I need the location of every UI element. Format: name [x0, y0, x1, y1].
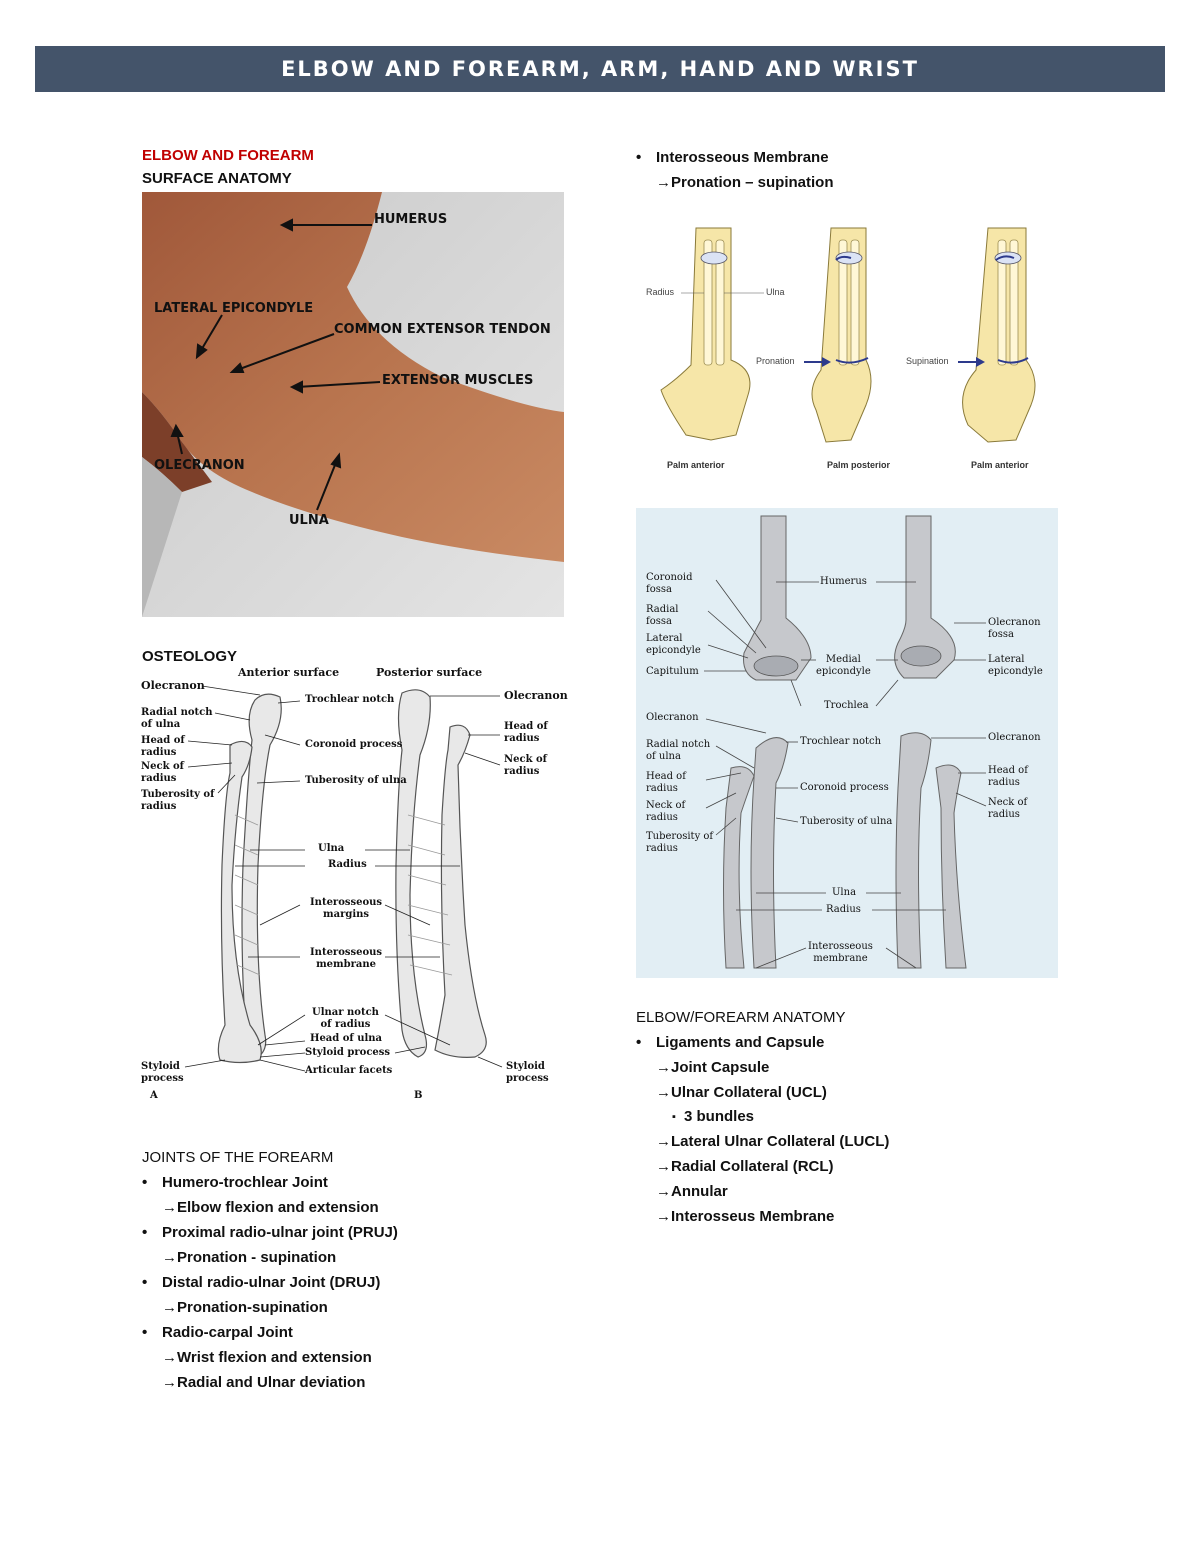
elb-olecranon-r: Olecranon	[988, 732, 1041, 743]
elb-head-radius: Head of radius	[646, 771, 686, 794]
anatomy-section	[636, 1006, 1066, 1229]
interosseous-sub: →Pronation – supination	[656, 174, 834, 191]
ost-ulnar-notch: Ulnar notch of radius	[312, 1007, 379, 1030]
photo-label-extensor-muscles: EXTENSOR MUSCLES	[382, 373, 534, 388]
joint-item: • Radio-carpal Joint	[142, 1320, 582, 1345]
pron-palm-1: Palm anterior	[667, 460, 725, 470]
pron-supination: Supination	[906, 356, 949, 366]
joint-item: • Proximal radio-ulnar joint (PRUJ)	[142, 1220, 582, 1245]
elb-head-radius-r: Head of radius	[988, 765, 1028, 788]
photo-label-olecranon: OLECRANON	[154, 458, 245, 473]
surface-anatomy-photo	[142, 192, 564, 617]
elb-trochlear-notch: Trochlear notch	[800, 736, 882, 747]
elb-tuberosity-radius: Tuberosity of radius	[646, 831, 714, 854]
joints-section	[142, 1146, 582, 1395]
ost-tuberosity-radius: Tuberosity of radius	[141, 789, 215, 812]
ost-interosseous-margins: Interosseous margins	[310, 897, 383, 920]
elbow-bones-figure	[636, 508, 1058, 978]
elb-coronoid: Coronoid process	[800, 782, 889, 793]
elb-radial-fossa: Radial fossa	[646, 604, 679, 627]
ost-interosseous-membrane: Interosseous membrane	[310, 947, 383, 970]
ost-head-radius-r: Head of radius	[504, 721, 548, 744]
ost-label-a: A	[150, 1090, 158, 1101]
left-column	[142, 145, 572, 190]
elb-radius: Radius	[826, 904, 861, 915]
ost-head-radius: Head of radius	[141, 735, 185, 758]
joint-item: • Humero-trochlear Joint	[142, 1170, 582, 1195]
ost-trochlear-notch: Trochlear notch	[305, 694, 395, 705]
anatomy-subitem: ▪ 3 bundles	[636, 1105, 1066, 1129]
ost-posterior: Posterior surface	[376, 666, 483, 679]
joints-heading: JOINTS OF THE FOREARM	[142, 1149, 334, 1166]
anatomy-item: →Joint Capsule	[656, 1059, 770, 1076]
elb-coronoid-fossa: Coronoid fossa	[646, 572, 693, 595]
ost-styloid-l: Styloid process	[141, 1061, 184, 1084]
ost-anterior: Anterior surface	[238, 666, 340, 679]
pron-palm-2: Palm posterior	[827, 460, 891, 470]
elb-lateral-epicondyle-r: Lateral epicondyle	[988, 654, 1043, 677]
pron-radius: Radius	[646, 287, 675, 297]
elb-olecranon-l: Olecranon	[646, 712, 699, 723]
elb-interosseous: Interosseous membrane	[808, 941, 873, 964]
ost-radial-notch: Radial notch of ulna	[141, 707, 213, 730]
elb-olecranon-fossa: Olecranon fossa	[988, 617, 1041, 640]
pron-pronation: Pronation	[756, 356, 795, 366]
section-title: ELBOW AND FOREARM	[142, 147, 314, 164]
banner-title: ELBOW AND FOREARM, ARM, HAND AND WRIST	[281, 57, 919, 81]
osteology-figure	[140, 665, 568, 1105]
joint-item: • Distal radio-ulnar Joint (DRUJ)	[142, 1270, 582, 1295]
ost-neck-radius: Neck of radius	[141, 761, 184, 784]
photo-label-ulna: ULNA	[289, 513, 329, 528]
anatomy-bullet: • Ligaments and Capsule	[636, 1030, 1066, 1055]
ost-head-ulna: Head of ulna	[310, 1033, 383, 1044]
anatomy-heading: ELBOW/FOREARM ANATOMY	[636, 1009, 846, 1026]
interosseous-bullet: • Interosseous Membrane	[636, 145, 1066, 170]
ost-radius: Radius	[328, 859, 367, 870]
photo-label-common-extensor: COMMON EXTENSOR TENDON	[334, 322, 551, 337]
joint-sub: →Radial and Ulnar deviation	[162, 1374, 366, 1391]
anatomy-item: →Lateral Ulnar Collateral (LUCL)	[656, 1133, 890, 1150]
photo-label-lateral-epicondyle: LATERAL EPICONDYLE	[154, 301, 314, 316]
ost-articular-facets: Articular facets	[305, 1065, 393, 1076]
anatomy-item: →Annular	[656, 1183, 728, 1200]
elb-trochlea: Trochlea	[824, 700, 869, 711]
elb-medial-epicondyle: Medial epicondyle	[816, 654, 871, 677]
elb-humerus: Humerus	[820, 576, 867, 587]
ost-styloid-r: Styloid process	[506, 1061, 549, 1084]
photo-arrows	[142, 192, 564, 617]
right-column	[636, 145, 1066, 195]
ost-styloid-process: Styloid process	[305, 1047, 391, 1058]
page-banner	[35, 46, 1165, 92]
joint-sub: →Elbow flexion and extension	[162, 1199, 379, 1216]
pron-ulna: Ulna	[766, 287, 785, 297]
joint-sub: →Pronation-supination	[162, 1299, 328, 1316]
anatomy-item: →Ulnar Collateral (UCL)	[656, 1084, 827, 1101]
ost-neck-radius-r: Neck of radius	[504, 754, 547, 777]
elb-neck-radius-r: Neck of radius	[988, 797, 1028, 820]
anatomy-item: →Radial Collateral (RCL)	[656, 1158, 834, 1175]
pron-palm-3: Palm anterior	[971, 460, 1029, 470]
osteology-heading: OSTEOLOGY	[142, 648, 238, 665]
elb-ulna: Ulna	[832, 887, 857, 898]
elb-neck-radius: Neck of radius	[646, 800, 686, 823]
ost-coronoid: Coronoid process	[305, 739, 403, 750]
elb-capitulum: Capitulum	[646, 666, 699, 677]
pronation-supination-figure	[636, 220, 1056, 478]
ost-label-b: B	[414, 1090, 423, 1101]
ost-olecranon-l: Olecranon	[141, 679, 205, 692]
elb-tuberosity-ulna: Tuberosity of ulna	[800, 816, 893, 827]
surface-anatomy-heading: SURFACE ANATOMY	[142, 170, 292, 187]
photo-label-humerus: HUMERUS	[374, 212, 448, 227]
joint-sub: →Pronation - supination	[162, 1249, 337, 1266]
anatomy-item: →Interosseus Membrane	[656, 1208, 835, 1225]
elb-lateral-epicondyle: Lateral epicondyle	[646, 633, 701, 656]
ost-olecranon-r: Olecranon	[504, 689, 568, 702]
ost-tuberosity-ulna: Tuberosity of ulna	[305, 775, 407, 786]
joint-sub: →Wrist flexion and extension	[162, 1349, 372, 1366]
ost-ulna: Ulna	[318, 843, 345, 854]
elb-radial-notch: Radial notch of ulna	[646, 739, 711, 762]
